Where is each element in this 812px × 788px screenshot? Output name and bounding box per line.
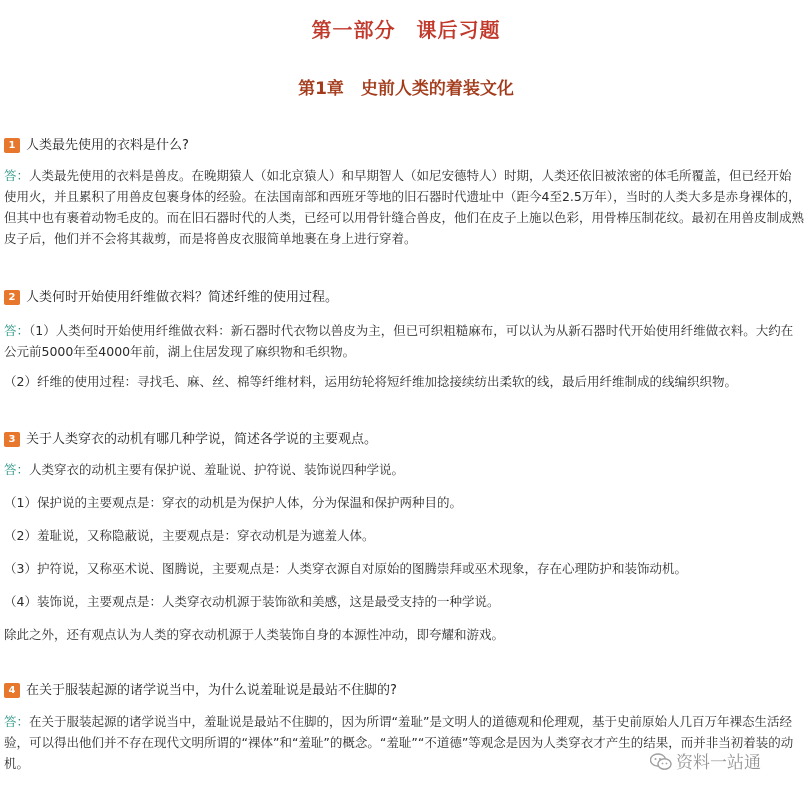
answer-paragraph bbox=[4, 165, 804, 249]
answer-label: 答： bbox=[4, 168, 30, 183]
answer-paragraph bbox=[4, 320, 804, 362]
question-number-badge: 3 bbox=[4, 432, 20, 447]
question-heading bbox=[4, 289, 804, 307]
answer-label: 答： bbox=[4, 323, 30, 338]
chapter-title: 第1章 史前人类的着装文化 bbox=[298, 79, 514, 99]
answer-point: （4）装饰说，主要观点是：人类穿衣动机源于装饰欲和美感，这是最受支持的一种学说。 bbox=[4, 594, 500, 609]
answer-text: 在关于服装起源的诸学说当中，羞耻说是最站不住脚的，因为所谓“羞耻”是文明人的道德观和伦理观，基于史前原始人几百万年裸态生活经验，可以得出他们并不存在现代文明所谓的“裸体”和“羞耻”的概念。“羞耻”“不道德”等观念是因为人类穿衣才产生的结果，而并非当初着装的动机。 bbox=[4, 714, 794, 771]
answer-point: （2）纤维的使用过程：寻找毛、麻、丝、棉等纤维材料，运用纺轮将短纤维加捻接续纺出柔软的线，最后用纤维制成的线编织织物。 bbox=[4, 374, 737, 389]
question-number-badge: 4 bbox=[4, 683, 20, 698]
answer-point: （1）保护说的主要观点是：穿衣的动机是为保护人体，分为保温和保护两种目的。 bbox=[4, 495, 462, 510]
answer-paragraph bbox=[4, 459, 804, 480]
question-text: 在关于服装起源的诸学说当中，为什么说羞耻说是最站不住脚的? bbox=[26, 683, 397, 698]
answer-text: 人类穿衣的动机主要有保护说、羞耻说、护符说、装饰说四种学说。 bbox=[29, 462, 405, 477]
question-text: 人类最先使用的衣料是什么? bbox=[26, 138, 189, 153]
watermark-text: 资料一站通 bbox=[676, 753, 761, 773]
answer-point: （2）羞耻说，又称隐蔽说，主要观点是：穿衣动机是为遮羞人体。 bbox=[4, 528, 375, 543]
answer-point: 除此之外，还有观点认为人类的穿衣动机源于人类装饰自身的本源性冲动，即夸耀和游戏。 bbox=[4, 627, 505, 642]
wechat-icon bbox=[650, 753, 672, 771]
question-number-badge: 2 bbox=[4, 290, 20, 305]
question-heading bbox=[4, 682, 804, 700]
question-number-badge: 1 bbox=[4, 138, 20, 153]
question-heading bbox=[4, 137, 804, 155]
answer-label: 答： bbox=[4, 462, 30, 477]
watermark bbox=[650, 748, 761, 773]
answer-label: 答： bbox=[4, 714, 30, 729]
question-heading bbox=[4, 431, 804, 449]
page-title: 第一部分 课后习题 bbox=[311, 18, 501, 42]
question-text: 关于人类穿衣的动机有哪几种学说，简述各学说的主要观点。 bbox=[26, 432, 378, 447]
question-block-3 bbox=[4, 431, 804, 645]
question-block-1 bbox=[4, 137, 804, 249]
answer-text: （1）人类何时开始使用纤维做衣料：新石器时代衣物以兽皮为主，但已可织粗糙麻布，可以认为从新石器时代开始使用纤维做衣料。大约在公元前5000年至4000年前，湖上住居发现了麻织物和毛织物。 bbox=[4, 323, 794, 359]
answer-text: 人类最先使用的衣料是兽皮。在晚期猿人（如北京猿人）和早期智人（如尼安德特人）时期，人类还依旧被浓密的体毛所覆盖，但已经开始使用火，并且累积了用兽皮包裹身体的经验。在法国南部和西班牙等地的旧石器时代遗址中（距今4至2.5万年），当时的人类大多是赤身裸体的，但其中也有裹着动物毛皮的。而在旧石器时代的人类，已经可以用骨针缝合兽皮，他们在皮子上施以色彩，用骨棒压制花纹。最初在用兽皮制成熟皮子后，他们并不会将其裁剪，而是将兽皮衣服简单地裹在身上进行穿着。 bbox=[4, 168, 805, 246]
question-text: 人类何时开始使用纤维做衣料？简述纤维的使用过程。 bbox=[26, 290, 339, 305]
question-block-2 bbox=[4, 289, 804, 392]
answer-point: （3）护符说，又称巫术说、图腾说，主要观点是：人类穿衣源自对原始的图腾崇拜或巫术现象，存在心理防护和装饰动机。 bbox=[4, 561, 687, 576]
